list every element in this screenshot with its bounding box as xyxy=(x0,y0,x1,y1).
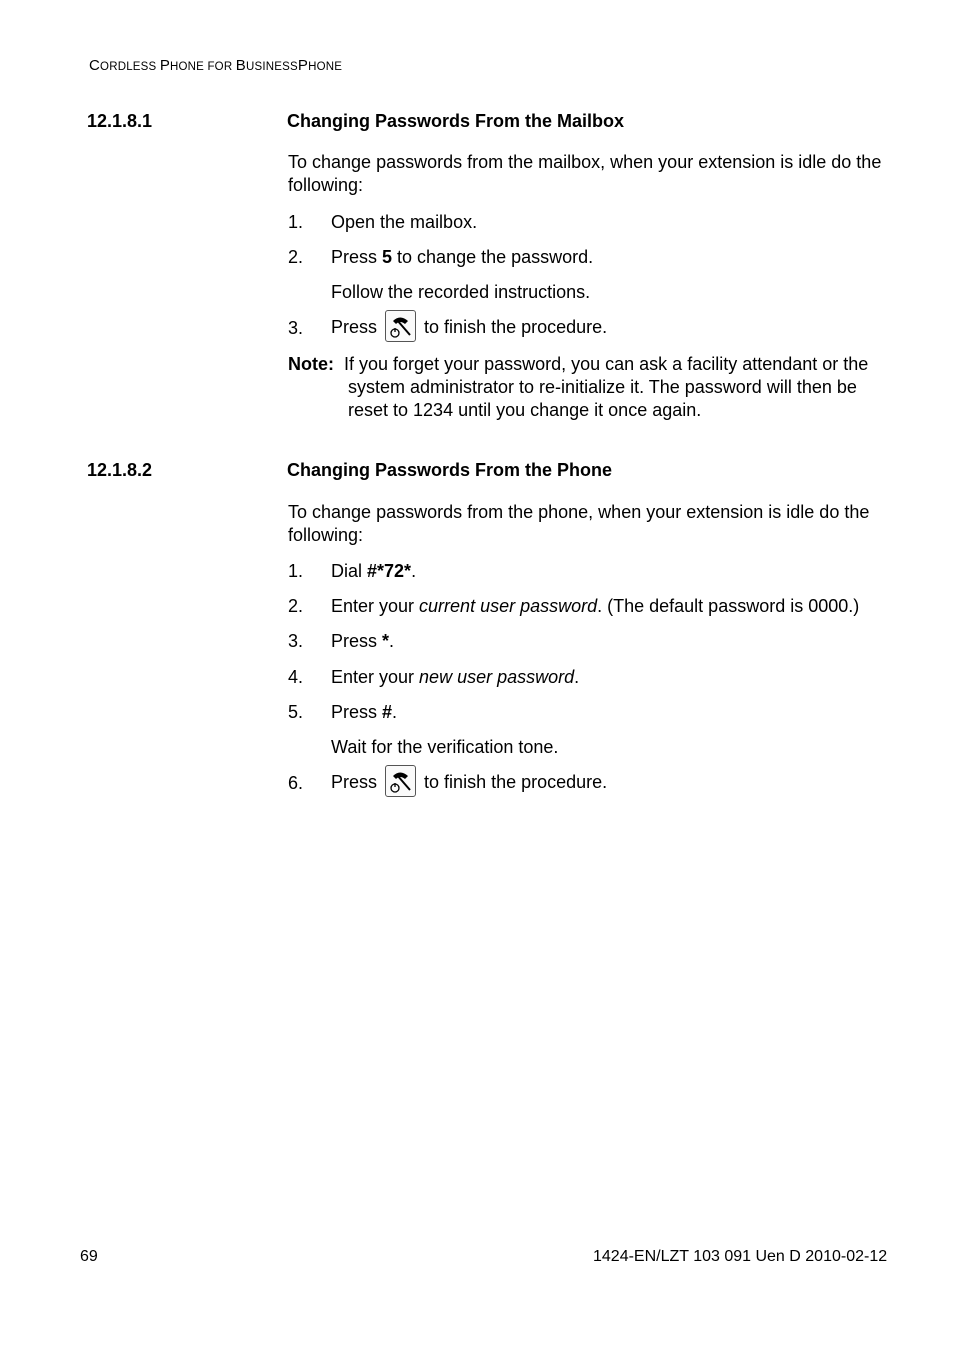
section-number: 12.1.8.2 xyxy=(87,460,153,480)
step-text: Press to finish the procedure. xyxy=(331,312,607,344)
step-text: Open the mailbox. xyxy=(331,212,478,232)
step-number: 2. xyxy=(288,596,304,616)
intro-paragraph: To change passwords from the phone, when your extension is idle do the following: xyxy=(288,502,870,545)
section-title: Changing Passwords From the Phone xyxy=(287,460,613,480)
step-text: Press #. xyxy=(331,702,398,722)
step-number: 1. xyxy=(288,212,304,232)
end-call-key-icon xyxy=(385,310,416,342)
step-text: Press 5 to change the password. xyxy=(331,247,594,267)
step-text: Press to finish the procedure. xyxy=(331,767,607,799)
step-text: Press *. xyxy=(331,631,395,651)
document-id: 1424-EN/LZT 103 091 Uen D 2010-02-12 xyxy=(593,1248,888,1265)
step-number: 4. xyxy=(288,667,304,687)
intro-paragraph: To change passwords from the mailbox, when your extension is idle do the following: xyxy=(288,152,882,195)
running-header: CORDLESS PHONE FOR BUSINESSPHONE xyxy=(89,57,343,74)
step-subtext: Follow the recorded instructions. xyxy=(331,282,591,302)
step-number: 6. xyxy=(288,773,304,793)
step-text: Enter your current user password. (The default password is 0000.) xyxy=(331,596,860,616)
step-text: Enter your new user password. xyxy=(331,667,580,687)
step-number: 2. xyxy=(288,247,304,267)
note-label: Note: xyxy=(288,354,334,374)
section-title: Changing Passwords From the Mailbox xyxy=(287,111,625,131)
step-number: 5. xyxy=(288,702,304,722)
section-number: 12.1.8.1 xyxy=(87,111,153,131)
step-subtext: Wait for the verification tone. xyxy=(331,737,559,757)
step-number: 1. xyxy=(288,561,304,581)
page-number: 69 xyxy=(80,1248,98,1265)
step-number: 3. xyxy=(288,631,304,651)
step-text: Dial #*72*. xyxy=(331,561,417,581)
end-call-key-icon xyxy=(385,765,416,797)
step-number: 3. xyxy=(288,318,304,338)
note-block: Note: If you forget your password, you can ask a facility attendant or the system administrator to re-initialize it. The password will then be reset to 1234 until you change it once again. xyxy=(288,354,869,420)
